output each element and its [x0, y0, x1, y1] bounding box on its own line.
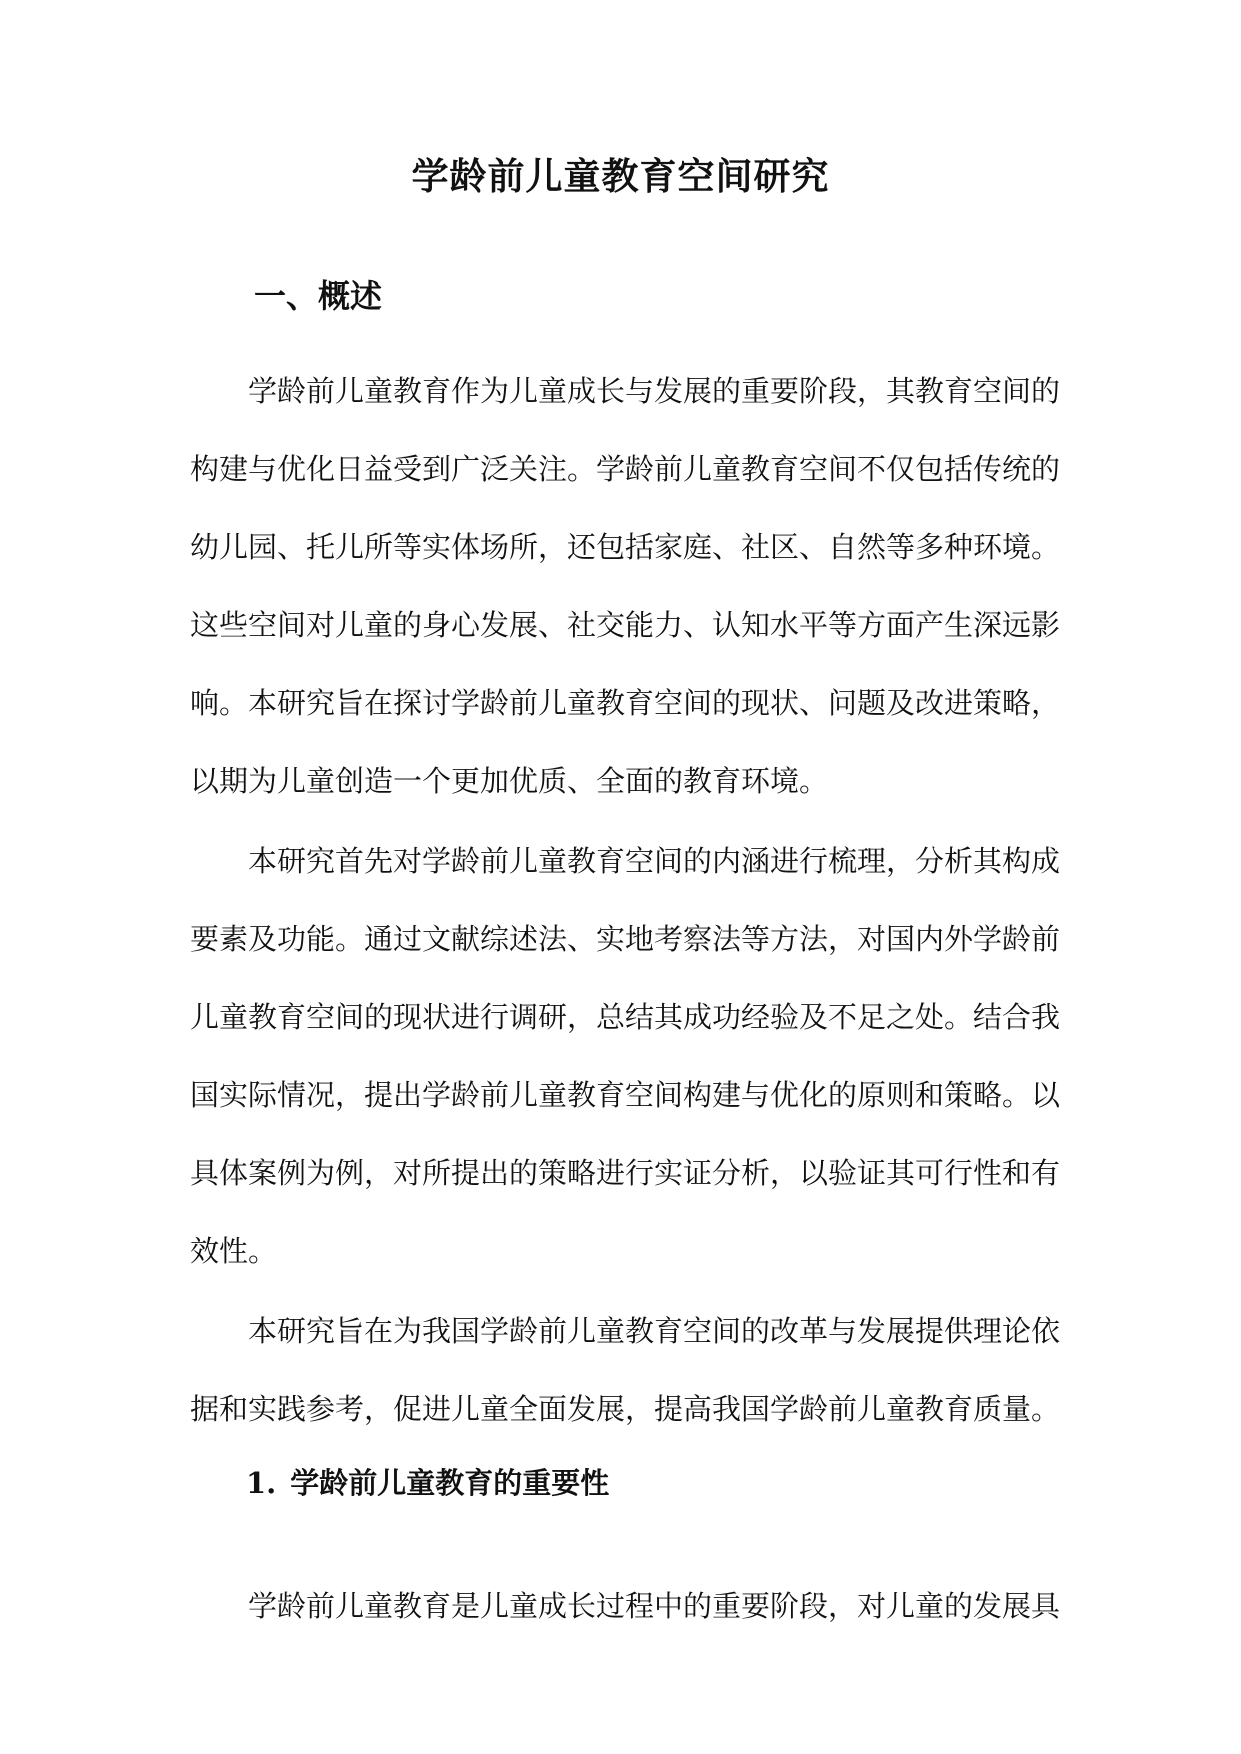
paragraph-3: 本研究旨在为我国学龄前儿童教育空间的改革与发展提供理论依据和实践参考，促进儿童全面发展，提高我国学龄前儿童教育质量。 — [190, 1314, 1061, 1426]
document-title: 学龄前儿童教育空间研究 — [411, 154, 830, 198]
paragraph-2: 本研究首先对学龄前儿童教育空间的内涵进行梳理，分析其构成要素及功能。通过文献综述法、实地考察法等方法，对国内外学龄前儿童教育空间的现状进行调研，总结其成功经验及不足之处。结合我国实际情况，提出学龄前儿童教育空间构建与优化的原则和策略。以具体案例为例，对所提出的策略进行实证分析，以验证其可行性和有效性。 — [190, 844, 1061, 1268]
section-heading-overview: 一、概述 — [254, 277, 383, 315]
paragraph-4: 学龄前儿童教育是儿童成长过程中的重要阶段，对儿童的发展具 — [248, 1589, 1061, 1623]
paragraph-1: 学龄前儿童教育作为儿童成长与发展的重要阶段，其教育空间的构建与优化日益受到广泛关注。学龄前儿童教育空间不仅包括传统的幼儿园、托儿所等实体场所，还包括家庭、社区、自然等多种环境。这些空间对儿童的身心发展、社交能力、认知水平等方面产生深远影响。本研究旨在探讨学龄前儿童教育空间的现状、问题及改进策略，以期为儿童创造一个更加优质、全面的教育环境。 — [190, 374, 1061, 798]
subsection-title: 学龄前儿童教育的重要性 — [290, 1466, 610, 1500]
subsection-number: 1. — [246, 1466, 277, 1500]
subsection-heading — [246, 1459, 609, 1507]
